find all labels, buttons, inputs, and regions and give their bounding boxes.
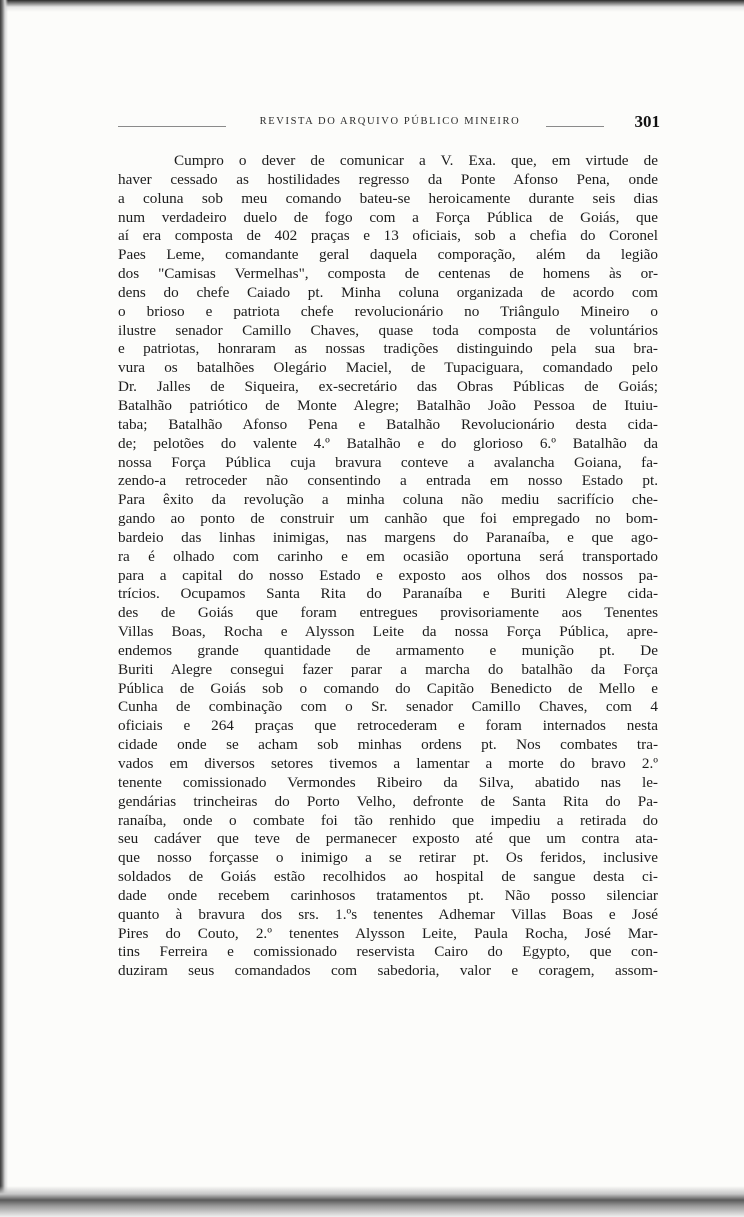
text-line: gendárias trincheiras do Porto Velho, defronte de Santa Rita do Pa- [118, 792, 658, 810]
text-line: haver cessado as hostilidades regresso da Ponte Afonso Pena, onde [118, 170, 658, 188]
text-line: dens do chefe Caiado pt. Minha coluna organizada de acordo com [118, 283, 658, 301]
text-line: cidade onde se acham sob minhas ordens pt. Nos combates tra- [118, 736, 658, 754]
text-line: bardeio das linhas inimigas, nas margens do Paranaíba, e que ago- [118, 528, 658, 546]
text-line: Pires do Couto, 2.º tenentes Alysson Leite, Paula Rocha, José Mar- [118, 924, 658, 942]
text-line: Buriti Alegre consegui fazer parar a marcha do batalhão da Força [118, 660, 658, 678]
text-line: Cunha de combinação com o Sr. senador Camillo Chaves, com 4 [118, 698, 658, 716]
text-line: Dr. Jalles de Siqueira, ex-secretário das Obras Públicas de Goiás; [118, 378, 658, 396]
header-rule-right [546, 126, 604, 127]
text-line: Paes Leme, comandante geral daquela comporação, além da legião [118, 246, 658, 264]
text-line: para a capital do nosso Estado e exposto aos olhos dos nossos pa- [118, 566, 658, 584]
scan-left-edge [0, 0, 8, 1217]
text-line: ra é olhado com carinho e em ocasião oportuna será transportado [118, 547, 658, 565]
text-line: Pública de Goiás sob o comando do Capitão Benedicto de Mello e [118, 679, 658, 697]
text-line: gando ao ponto de construir um canhão que foi empregado no bom- [118, 510, 658, 528]
text-line: zendo-a retroceder não consentindo a entrada em nosso Estado pt. [118, 472, 658, 490]
body-text [118, 152, 658, 981]
text-line: endemos grande quantidade de armamento e munição pt. De [118, 641, 658, 659]
text-line: num verdadeiro duelo de fogo com a Força Pública de Goiás, que [118, 208, 658, 226]
scan-top-edge [0, 0, 744, 12]
header-rule-left [118, 126, 226, 127]
text-line: tenente comissionado Vermondes Ribeiro da Silva, abatido nas le- [118, 773, 658, 791]
text-line: que nosso forçasse o inimigo a se retirar pt. Os feridos, inclusive [118, 849, 658, 867]
text-line: oficiais e 264 praças que retrocederam e foram internados nesta [118, 717, 658, 735]
scan-bottom-edge [0, 1186, 744, 1217]
text-line: vura os batalhões Olegário Maciel, de Tupaciguara, comandado pelo [118, 359, 658, 377]
text-line: aí era composta de 402 praças e 13 oficiais, sob a chefia do Coronel [118, 227, 658, 245]
text-line: o brioso e patriota chefe revolucionário no Triângulo Mineiro o [118, 302, 658, 320]
text-line: dade onde recebem carinhosos tratamentos pt. Não posso silenciar [118, 886, 658, 904]
text-line: nossa Força Pública cuja bravura conteve a avalancha Goiana, fa- [118, 453, 658, 471]
page-number: 301 [634, 112, 660, 131]
text-line: dos "Camisas Vermelhas", composta de centenas de homens às or- [118, 265, 658, 283]
text-line: taba; Batalhão Afonso Pena e Batalhão Revolucionário desta cida- [118, 415, 658, 433]
text-line: trícios. Ocupamos Santa Rita do Paranaíba e Buriti Alegre cida- [118, 585, 658, 603]
text-line: de; pelotões do valente 4.º Batalhão e do glorioso 6.º Batalhão da [118, 434, 658, 452]
page-header [118, 112, 660, 134]
text-line: vados em diversos setores tivemos a lamentar a morte do bravo 2.º [118, 755, 658, 772]
text-line: quanto à bravura dos srs. 1.ºs tenentes Adhemar Villas Boas e José [118, 905, 658, 923]
text-line: ranaíba, onde o combate foi tão renhido que impediu a retirada do [118, 811, 658, 829]
text-line: Para êxito da revolução a minha coluna não mediu sacrifício che- [118, 491, 658, 509]
text-line: seu cadáver que teve de permanecer exposto até que um contra ata- [118, 830, 658, 848]
text-line: Villas Boas, Rocha e Alysson Leite da nossa Força Pública, apre- [118, 623, 658, 641]
text-line: des de Goiás que foram entregues provisoriamente aos Tenentes [118, 604, 658, 622]
text-line: ilustre senador Camillo Chaves, quase toda composta de voluntários [118, 321, 658, 339]
text-line: a coluna sob meu comando bateu-se heroicamente durante seis dias [118, 189, 658, 207]
text-line: Batalhão patriótico de Monte Alegre; Batalhão João Pessoa de Ituiu- [118, 396, 658, 414]
text-line: tins Ferreira e comissionado reservista Cairo do Egypto, que con- [118, 943, 658, 961]
text-line: duziram seus comandados com sabedoria, valor e coragem, assom- [118, 962, 658, 980]
text-line: e patriotas, honraram as nossas tradições distinguindo pela sua bra- [118, 340, 658, 358]
running-title: REVISTA DO ARQUIVO PÚBLICO MINEIRO [259, 116, 521, 127]
text-line: soldados de Goiás estão recolhidos ao hospital de sangue desta ci- [118, 868, 658, 886]
text-line: Cumpro o dever de comunicar a V. Exa. que, em virtude de [174, 152, 658, 169]
